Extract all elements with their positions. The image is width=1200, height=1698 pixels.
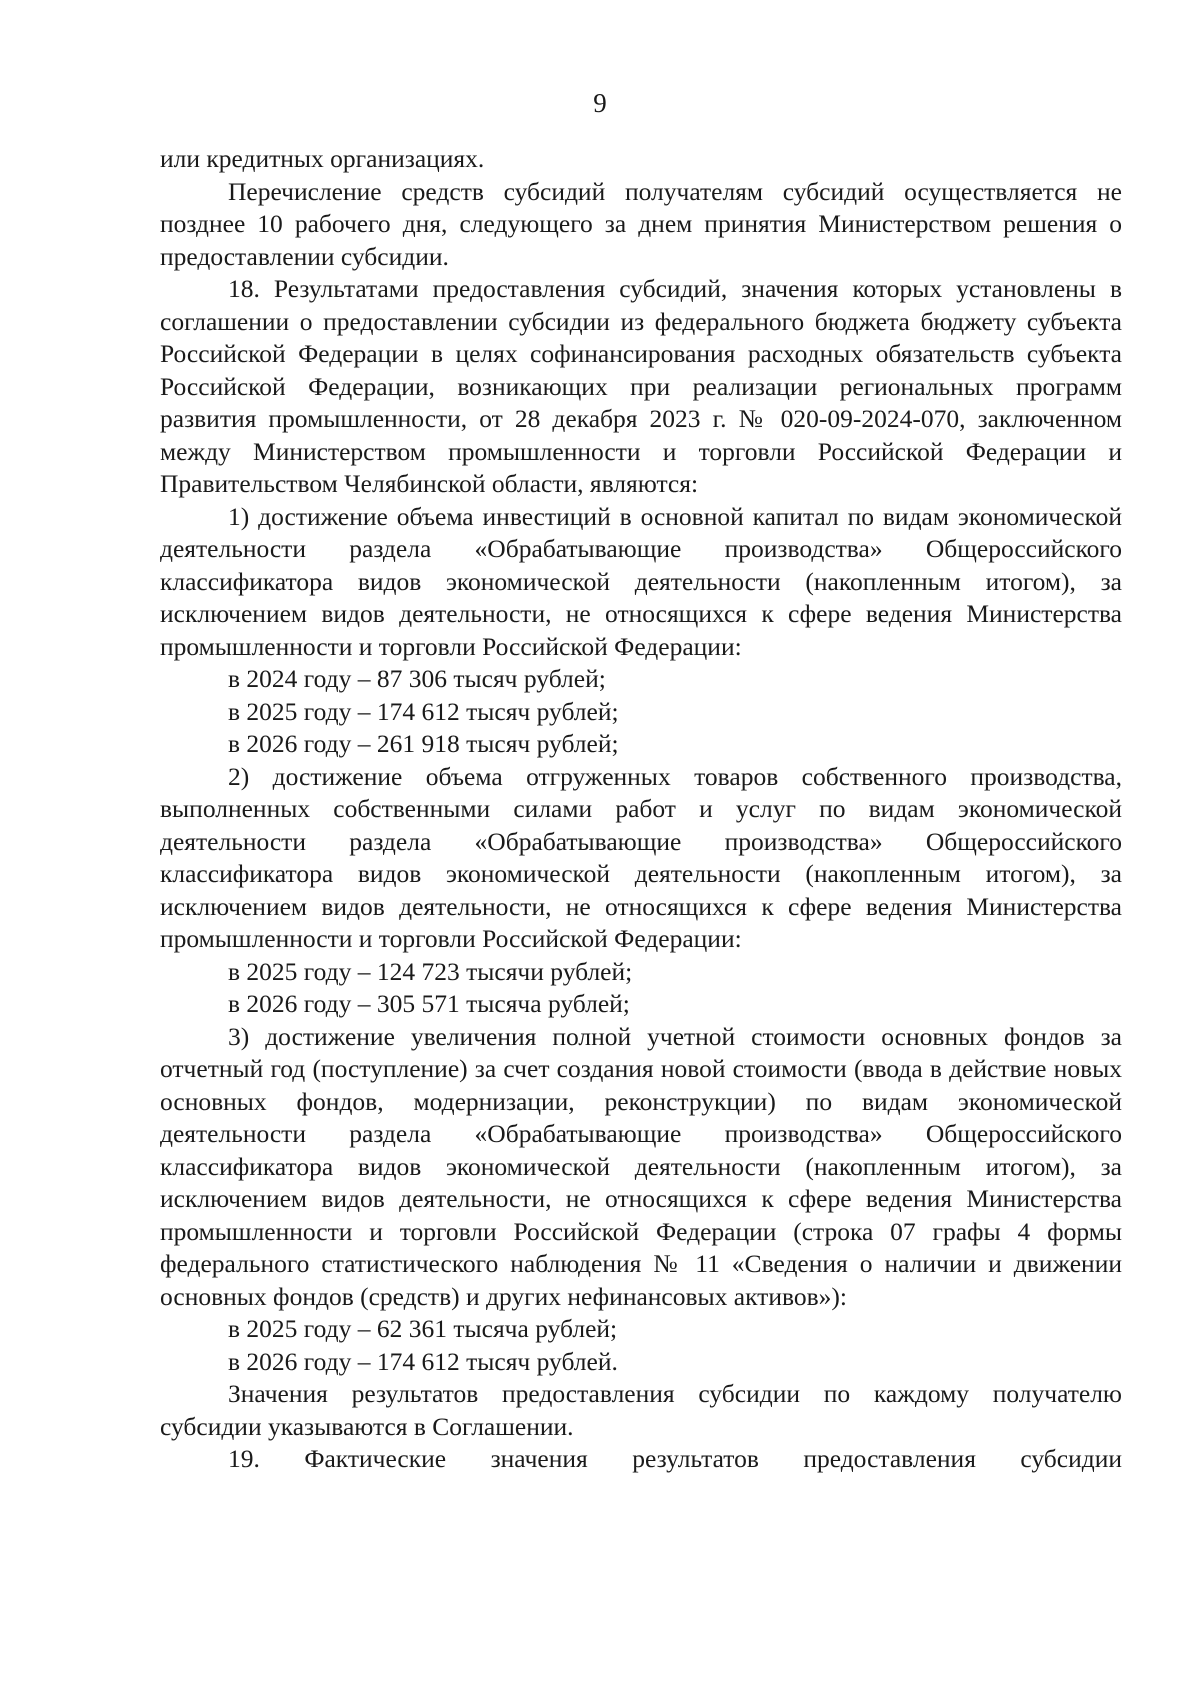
paragraph-continuation: или кредитных организациях. <box>160 144 485 173</box>
paragraph-transfer-terms: Перечисление средств субсидий получателям субсидий осуществляется не позднее 10 рабочего дня, следующего за днем принятия Министерством решения о предоставлении субсидии. <box>160 176 1122 271</box>
result-1-value-2026: в 2026 году – 261 918 тысяч рублей; <box>228 729 619 758</box>
result-2-value-2025: в 2025 году – 124 723 тысячи рублей; <box>228 956 633 986</box>
paragraph-result-2: 2) достижение объема отгруженных товаров собственного производства, выполненных собственными силами работ и услуг по видам экономической деятельности раздела «Обрабатывающие производства» Общероссийского классификатора видов экономической деятельности (накопленным итогом), за исключением видов деятельности, не относящихся к сфере ведения Министерства промышленности и торговли Российской Федерации: <box>160 761 1122 953</box>
document-body <box>160 143 1122 1476</box>
paragraph-item-19: 19. Фактические значения результатов предоставления субсидии <box>228 1444 1122 1473</box>
paragraph-item-18: 18. Результатами предоставления субсидий, значения которых установлены в соглашении о предоставлении субсидии из федерального бюджета бюджету субъекта Российской Федерации в целях софинансирования расходных обязательств субъекта Российской Федерации, возникающих при реализации региональных программ развития промышленности, от 28 декабря 2023 г. № 020-09-2024-070, заключенном между Министерством промышленности и торговли Российской Федерации и Правительством Челябинской области, являются: <box>160 274 1122 498</box>
result-3-value-2026: в 2026 году – 174 612 тысяч рублей. <box>228 1346 618 1376</box>
result-1-value-2025: в 2025 году – 174 612 тысяч рублей; <box>228 696 619 726</box>
paragraph-values-in-agreement: Значения результатов предоставления субсидии по каждому получателю субсидии указываются в Соглашении. <box>160 1379 1122 1441</box>
result-2-value-2026: в 2026 году – 305 571 тысяча рублей; <box>228 989 630 1018</box>
paragraph-result-1: 1) достижение объема инвестиций в основной капитал по видам экономической деятельности раздела «Обрабатывающие производства» Общероссийского классификатора видов экономической деятельности (накопленным итогом), за исключением видов деятельности, не относящихся к сфере ведения Министерства промышленности и торговли Российской Федерации: <box>160 501 1122 661</box>
result-3-value-2025: в 2025 году – 62 361 тысяча рублей; <box>228 1314 618 1343</box>
paragraph-result-3: 3) достижение увеличения полной учетной стоимости основных фондов за отчетный год (поступление) за счет создания новой стоимости (ввода в действие новых основных фондов, модернизации, реконструкции) по видам экономической деятельности раздела «Обрабатывающие производства» Общероссийского классификатора видов экономической деятельности (накопленным итогом), за исключением видов деятельности, не относящихся к сфере ведения Министерства промышленности и торговли Российской Федерации (строка 07 графы 4 формы федерального статистического наблюдения № 11 «Сведения о наличии и движении основных фондов (средств) и других нефинансовых активов»): <box>160 1021 1122 1311</box>
result-1-value-2024: в 2024 году – 87 306 тысяч рублей; <box>228 664 606 693</box>
page-number: 9 <box>593 88 607 118</box>
